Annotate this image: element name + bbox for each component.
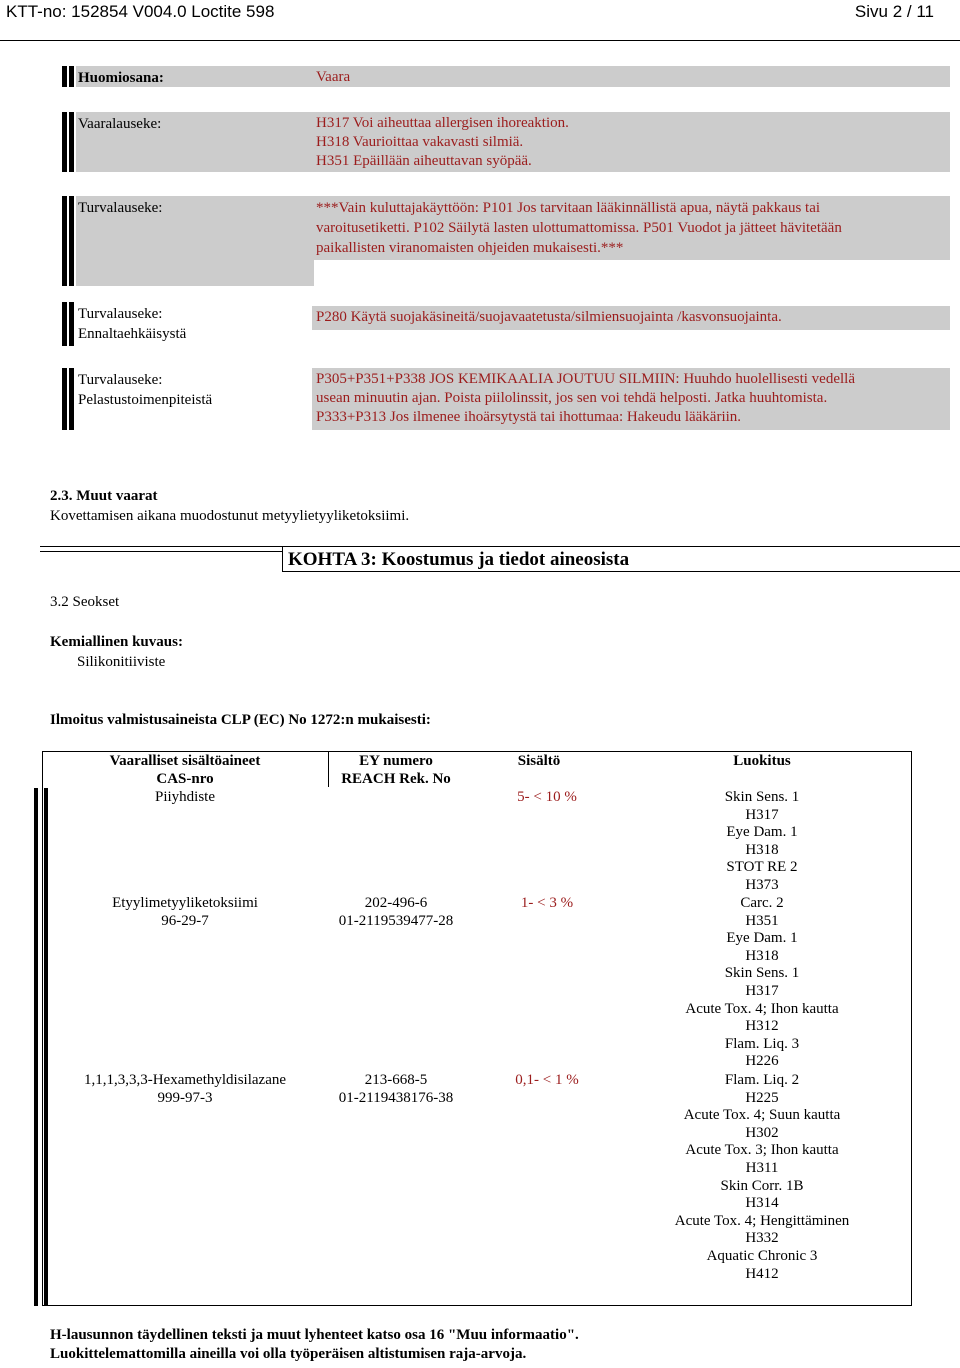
change-bar: [62, 196, 74, 286]
table-row-3-ey: 213-668-5 01-2119438176-38: [338, 1072, 454, 1106]
section-2-3: [50, 486, 409, 526]
table-row-1-content: 5- < 10 %: [517, 789, 577, 805]
footnotes: [50, 1326, 579, 1364]
signal-word-value: Vaara: [312, 66, 950, 87]
page-number: Sivu 2 / 11: [854, 2, 934, 21]
signal-word-label: Huomiosana:: [76, 66, 314, 87]
table-row-3-name: 1,1,1,3,3,3-Hexamethyldisilazane 999-97-3: [83, 1072, 287, 1106]
prevention-label: Turvalauseke: Ennaltaehkäisystä: [76, 302, 314, 346]
change-bar: [34, 788, 48, 1306]
precautionary-statement-row: [62, 196, 950, 286]
table-row-2-ey: 202-496-6 01-2119539477-28: [338, 895, 454, 929]
page-header: [0, 0, 960, 28]
table-row-2-classification: Carc. 2 H351 Eye Dam. 1 H318 Skin Sens. 1 H317 Acute Tox. 4; Ihon kautta H312 Flam. Liq. 3 H226: [685, 895, 839, 1070]
response-value: P305+P351+P338 JOS KEMIKAALIA JOUTUU SILMIIN: Huuhdo huolellisesti vedellä usean minuutin ajan. Poista piilolinssit, jos sen voi tehdä helposti. Jatka huuhtomista. P333+P313 Jos ilmenee ihoärsytystä tai ihottumaa: Hakeudu lääkäriin.: [312, 368, 950, 430]
clp-heading: Ilmoitus valmistusaineista CLP (EC) No 1272:n mukaisesti:: [50, 712, 431, 728]
header-content: Sisältö: [517, 753, 561, 769]
hazard-statement-label: Vaaralauseke:: [76, 112, 314, 172]
table-row-3-classification: Flam. Liq. 2 H225 Acute Tox. 4; Suun kautta H302 Acute Tox. 3; Ihon kautta H311 Skin Corr. 1B H314 Acute Tox. 4; Hengittäminen H332 Aquatic Chronic 3 H412: [674, 1072, 850, 1282]
table-row-3-content: 0,1- < 1 %: [515, 1072, 579, 1088]
change-bar: [62, 302, 74, 346]
header-ingredient: Vaaralliset sisältöaineet CAS-nro: [109, 753, 261, 787]
chemical-description-value: Silikonitiiviste: [77, 654, 166, 670]
response-row: [62, 368, 950, 430]
section-3-title: KOHTA 3: Koostumus ja tiedot aineosista: [288, 549, 630, 570]
table-row-2-content: 1- < 3 %: [520, 895, 574, 911]
section-2-3-text: Kovettamisen aikana muodostunut metyylietyyliketoksiimi.: [50, 508, 410, 524]
table-row-1-classification: Skin Sens. 1 H317 Eye Dam. 1 H318 STOT RE 2 H373: [724, 789, 800, 893]
change-bar: [62, 368, 74, 430]
hazard-statement-row: [62, 112, 950, 172]
header-divider: [0, 40, 960, 41]
response-label: Turvalauseke: Pelastustoimenpiteistä: [76, 368, 314, 430]
section-3-2-title: 3.2 Seokset: [50, 594, 120, 610]
header-classification: Luokitus: [733, 753, 791, 769]
precautionary-statement-label: Turvalauseke:: [76, 196, 314, 286]
precautionary-statement-value: ***Vain kuluttajakäyttöön: P101 Jos tarvitaan lääkinnällistä apua, näytä pakkaus tai varoitusetiketti. P102 Säilytä lasten ulottumattomissa. P501 Vuodot ja jätteet hävitetään paikallisten viranomaisten ohjeiden mukaisesti.***: [312, 196, 950, 260]
section-3-rule: [40, 546, 282, 552]
prevention-row: [62, 302, 950, 346]
hazard-statement-value: H317 Voi aiheuttaa allergisen ihoreaktion. H318 Vaurioittaa vakavasti silmiä. H351 Epäillään aiheuttavan syöpää.: [312, 112, 950, 172]
table-row-2-name: Etyylimetyyliketoksiimi 96-29-7: [112, 895, 258, 929]
footnote-1: H-lausunnon täydellinen teksti ja muut lyhenteet katso osa 16 "Muu informaatio".: [50, 1327, 579, 1343]
change-bar: [62, 112, 74, 172]
header-ey-number: EY numero REACH Rek. No: [341, 753, 451, 787]
table-row-1-name: Piiyhdiste: [154, 789, 215, 805]
section-2-3-title: 2.3. Muut vaarat: [50, 488, 158, 504]
change-bar: [62, 66, 74, 87]
document-id: KTT-no: 152854 V004.0 Loctite 598: [6, 2, 275, 21]
signal-word-row: [62, 66, 950, 87]
prevention-value: P280 Käytä suojakäsineitä/suojavaatetusta/silmiensuojainta /kasvonsuojainta.: [312, 306, 950, 330]
chemical-description-label: Kemiallinen kuvaus:: [50, 634, 183, 650]
footnote-2: Luokittelemattomilla aineilla voi olla työperäisen altistumisen raja-arvoja.: [50, 1346, 527, 1362]
